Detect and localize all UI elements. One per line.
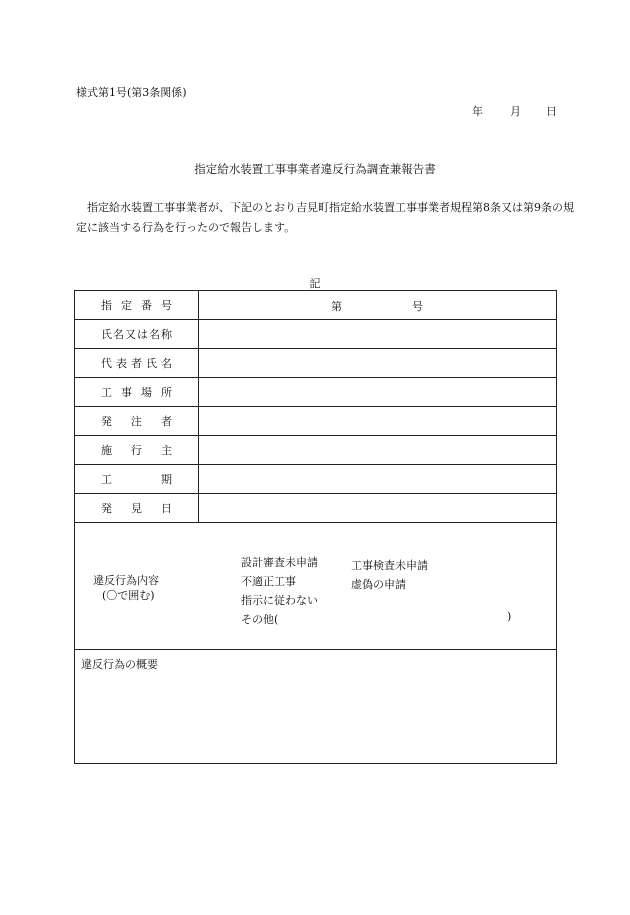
report-table	[74, 290, 557, 764]
table-row	[75, 378, 557, 407]
client-cell[interactable]	[199, 436, 557, 465]
date-year: 年	[472, 105, 483, 118]
summary-label: 違反行為の概要	[81, 658, 158, 671]
violation-label-line2: (〇で囲む)	[102, 589, 155, 602]
label-name	[75, 320, 199, 349]
table-row	[75, 407, 557, 436]
form-number-label: 様式第1号(第3条関係)	[76, 86, 187, 99]
violation-label-line1: 違反行為内容	[93, 574, 159, 587]
violation-content-cell[interactable]	[75, 523, 557, 650]
table-row	[75, 465, 557, 494]
label-char: 代	[101, 357, 112, 370]
label-char: 見	[131, 502, 142, 515]
label-char: 工	[101, 473, 112, 486]
label-char: 施	[101, 444, 112, 457]
label-work-site	[75, 378, 199, 407]
label-char: 名	[113, 328, 124, 341]
violation-options-col2	[351, 556, 428, 594]
label-char: 者	[161, 415, 172, 428]
row-label-text	[101, 442, 172, 458]
table-row	[75, 291, 557, 320]
option-other[interactable]: その他(	[241, 613, 279, 626]
label-representative	[75, 349, 199, 378]
label-char: 名	[149, 328, 160, 341]
label-char: は	[137, 328, 148, 341]
label-char: 発	[101, 502, 112, 515]
option-false-application[interactable]: 虚偽の申請	[351, 578, 406, 591]
label-designation-number	[75, 291, 199, 320]
option-inspection[interactable]: 工事検査未申請	[351, 559, 428, 572]
row-label-text	[101, 500, 172, 516]
violation-summary-cell[interactable]	[75, 650, 557, 764]
label-char: 主	[161, 444, 172, 457]
label-char: 氏	[146, 357, 157, 370]
label-char: 発	[101, 415, 112, 428]
designation-number-cell[interactable]	[199, 291, 557, 320]
label-char: 名	[161, 357, 172, 370]
row-label-text	[101, 326, 172, 342]
option-design-review[interactable]: 設計審査未申請	[241, 556, 318, 569]
work-period-cell[interactable]	[199, 465, 557, 494]
representative-cell[interactable]	[199, 349, 557, 378]
label-char: 工	[101, 386, 112, 399]
violation-options-col1	[241, 553, 318, 629]
date-month: 月	[510, 105, 521, 118]
intro-paragraph: 指定給水装置工事事業者が、下記のとおり吉見町指定給水装置工事事業者規程第8条又は第9条の規定に該当する行為を行ったので報告します。	[76, 201, 574, 234]
row-label-text	[101, 413, 172, 429]
work-site-cell[interactable]	[199, 378, 557, 407]
table-row	[75, 523, 557, 650]
table-row	[75, 494, 557, 523]
number-suffix: 号	[412, 300, 423, 313]
orderer-cell[interactable]	[199, 407, 557, 436]
table-row	[75, 349, 557, 378]
label-char: 指	[101, 299, 112, 312]
label-char: 氏	[101, 328, 112, 341]
label-char: 又	[125, 328, 136, 341]
table-row	[75, 650, 557, 764]
label-char: 注	[131, 415, 142, 428]
label-work-period	[75, 465, 199, 494]
label-orderer	[75, 407, 199, 436]
row-label-text	[101, 355, 172, 371]
label-char: 行	[131, 444, 142, 457]
table-row	[75, 320, 557, 349]
label-char: 場	[141, 386, 152, 399]
label-char: 事	[121, 386, 132, 399]
table-row	[75, 436, 557, 465]
label-client	[75, 436, 199, 465]
label-char: 番	[141, 299, 152, 312]
row-label-text	[101, 297, 172, 313]
row-label-text	[101, 384, 172, 400]
other-close-paren: )	[507, 610, 512, 623]
label-char: 者	[131, 357, 142, 370]
label-char: 号	[161, 299, 172, 312]
row-label-text	[101, 471, 172, 487]
label-char: 期	[161, 473, 172, 486]
option-disobey-instruction[interactable]: 指示に従わない	[241, 594, 318, 607]
violation-label	[93, 573, 159, 603]
document-title: 指定給水装置工事事業者違反行為調査兼報告書	[194, 162, 436, 176]
label-char: 日	[161, 502, 172, 515]
ki-heading: 記	[309, 277, 321, 290]
name-cell[interactable]	[199, 320, 557, 349]
label-char: 定	[121, 299, 132, 312]
label-char: 所	[161, 386, 172, 399]
option-improper-work[interactable]: 不適正工事	[241, 575, 296, 588]
label-discovery-date	[75, 494, 199, 523]
number-prefix: 第	[331, 300, 342, 313]
discovery-date-cell[interactable]	[199, 494, 557, 523]
date-day: 日	[546, 105, 557, 118]
label-char: 称	[161, 328, 172, 341]
label-char: 表	[116, 357, 127, 370]
